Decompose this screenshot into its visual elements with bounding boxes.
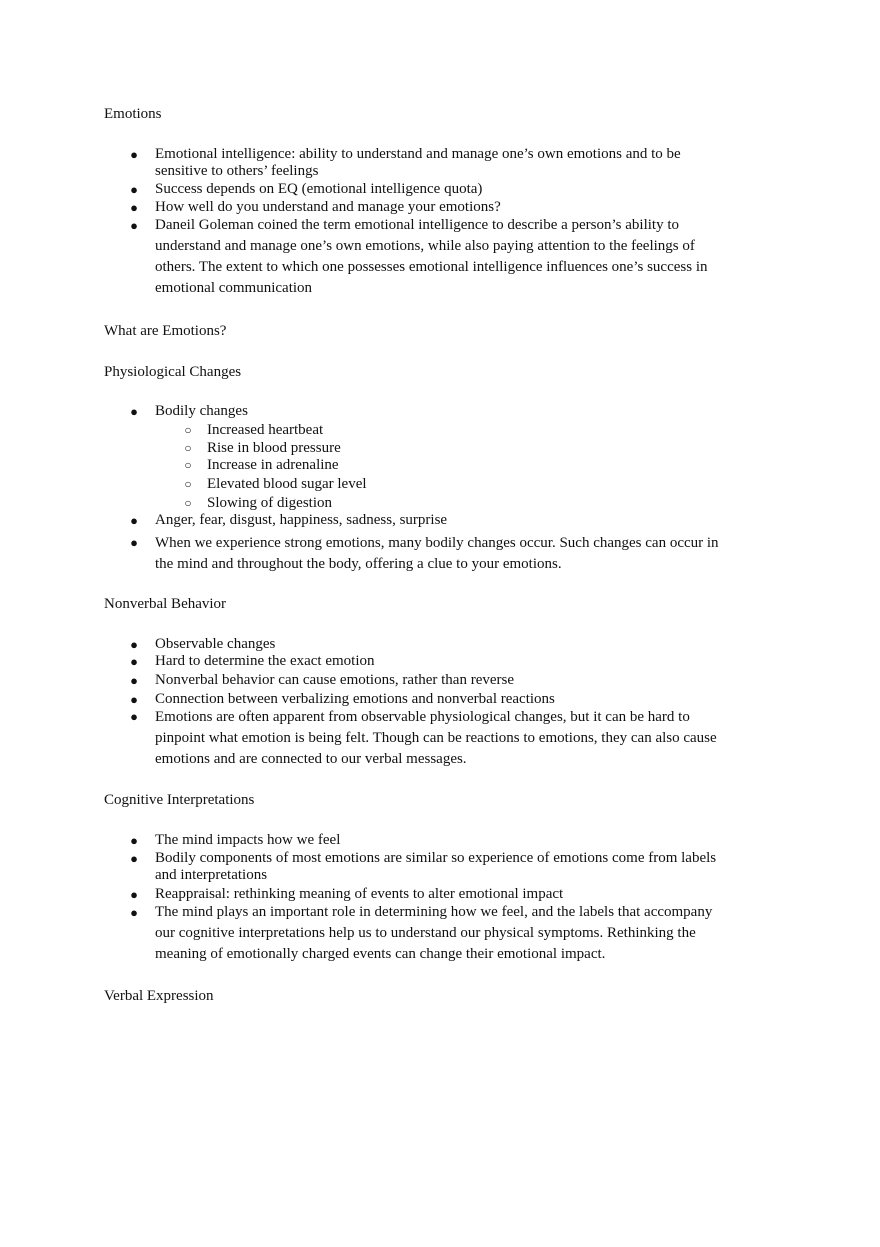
sub-bullet-icon: ○ xyxy=(184,477,192,491)
sub-list-item: Increased heartbeat xyxy=(207,422,324,438)
bullet-icon: ● xyxy=(130,637,138,652)
list-item: Daneil Goleman coined the term emotional intelligence to describe a person’s ability to understand and manage one’s own emotions, while also paying attention to the feelings of others. The extent to which one possesses emotional intelligence influences one’s success in emotional communication xyxy=(155,217,708,296)
heading-verbal-expression: Verbal Expression xyxy=(104,988,214,1004)
list-item: Success depends on EQ (emotional intelligence quota) xyxy=(155,181,483,197)
bullet-icon: ● xyxy=(130,905,138,920)
bullet-icon: ● xyxy=(130,513,138,528)
bullet-icon: ● xyxy=(130,709,138,724)
bullet-icon: ● xyxy=(130,218,138,233)
bullet-icon: ● xyxy=(130,200,138,215)
sub-list-item: Elevated blood sugar level xyxy=(207,476,367,492)
bullet-icon: ● xyxy=(130,887,138,902)
heading-physiological-changes: Physiological Changes xyxy=(104,364,242,380)
list-item: Connection between verbalizing emotions and nonverbal reactions xyxy=(155,691,555,707)
sub-bullet-icon: ○ xyxy=(184,458,192,472)
bullet-icon: ● xyxy=(130,692,138,707)
bullet-icon: ● xyxy=(130,833,138,848)
sub-bullet-icon: ○ xyxy=(184,423,192,437)
list-item: Bodily changes xyxy=(155,403,248,419)
heading-emotions: Emotions xyxy=(104,106,162,122)
list-item: Nonverbal behavior can cause emotions, rather than reverse xyxy=(155,672,515,688)
sub-list-item: Increase in adrenaline xyxy=(207,457,339,473)
sub-list-item: Rise in blood pressure xyxy=(207,440,341,456)
heading-what-are-emotions: What are Emotions? xyxy=(104,323,227,339)
sub-list-item: Slowing of digestion xyxy=(207,495,333,511)
list-item: Bodily components of most emotions are similar so experience of emotions come from labels and interpretations xyxy=(155,850,717,883)
list-item: Reappraisal: rethinking meaning of events to alter emotional impact xyxy=(155,886,564,902)
list-item: How well do you understand and manage your emotions? xyxy=(155,199,501,215)
list-item: The mind impacts how we feel xyxy=(155,832,341,848)
heading-nonverbal-behavior: Nonverbal Behavior xyxy=(104,596,227,612)
list-item: Emotional intelligence: ability to understand and manage one’s own emotions and to be sensitive to others’ feelings xyxy=(155,146,681,179)
bullet-icon: ● xyxy=(130,182,138,197)
bullet-icon: ● xyxy=(130,673,138,688)
heading-cognitive-interpretations: Cognitive Interpretations xyxy=(104,792,255,808)
bullet-icon: ● xyxy=(130,147,138,162)
bullet-icon: ● xyxy=(130,404,138,419)
list-item: Emotions are often apparent from observable physiological changes, but it can be hard to pinpoint what emotion is being felt. Though can be reactions to emotions, they can also cause emotions and are connected to our verbal messages. xyxy=(155,709,717,767)
bullet-icon: ● xyxy=(130,535,138,550)
list-item: Anger, fear, disgust, happiness, sadness, surprise xyxy=(155,512,448,528)
list-item: When we experience strong emotions, many bodily changes occur. Such changes can occur in the mind and throughout the body, offering a clue to your emotions. xyxy=(155,535,719,572)
list-item: Observable changes xyxy=(155,636,276,652)
sub-bullet-icon: ○ xyxy=(184,441,192,455)
bullet-icon: ● xyxy=(130,851,138,866)
bullet-icon: ● xyxy=(130,654,138,669)
list-item: The mind plays an important role in determining how we feel, and the labels that accompany our cognitive interpretations help us to understand our physical symptoms. Rethinking the meaning of emotionally charged events can change their emotional impact. xyxy=(155,904,713,962)
sub-bullet-icon: ○ xyxy=(184,496,192,510)
list-item: Hard to determine the exact emotion xyxy=(155,653,375,669)
